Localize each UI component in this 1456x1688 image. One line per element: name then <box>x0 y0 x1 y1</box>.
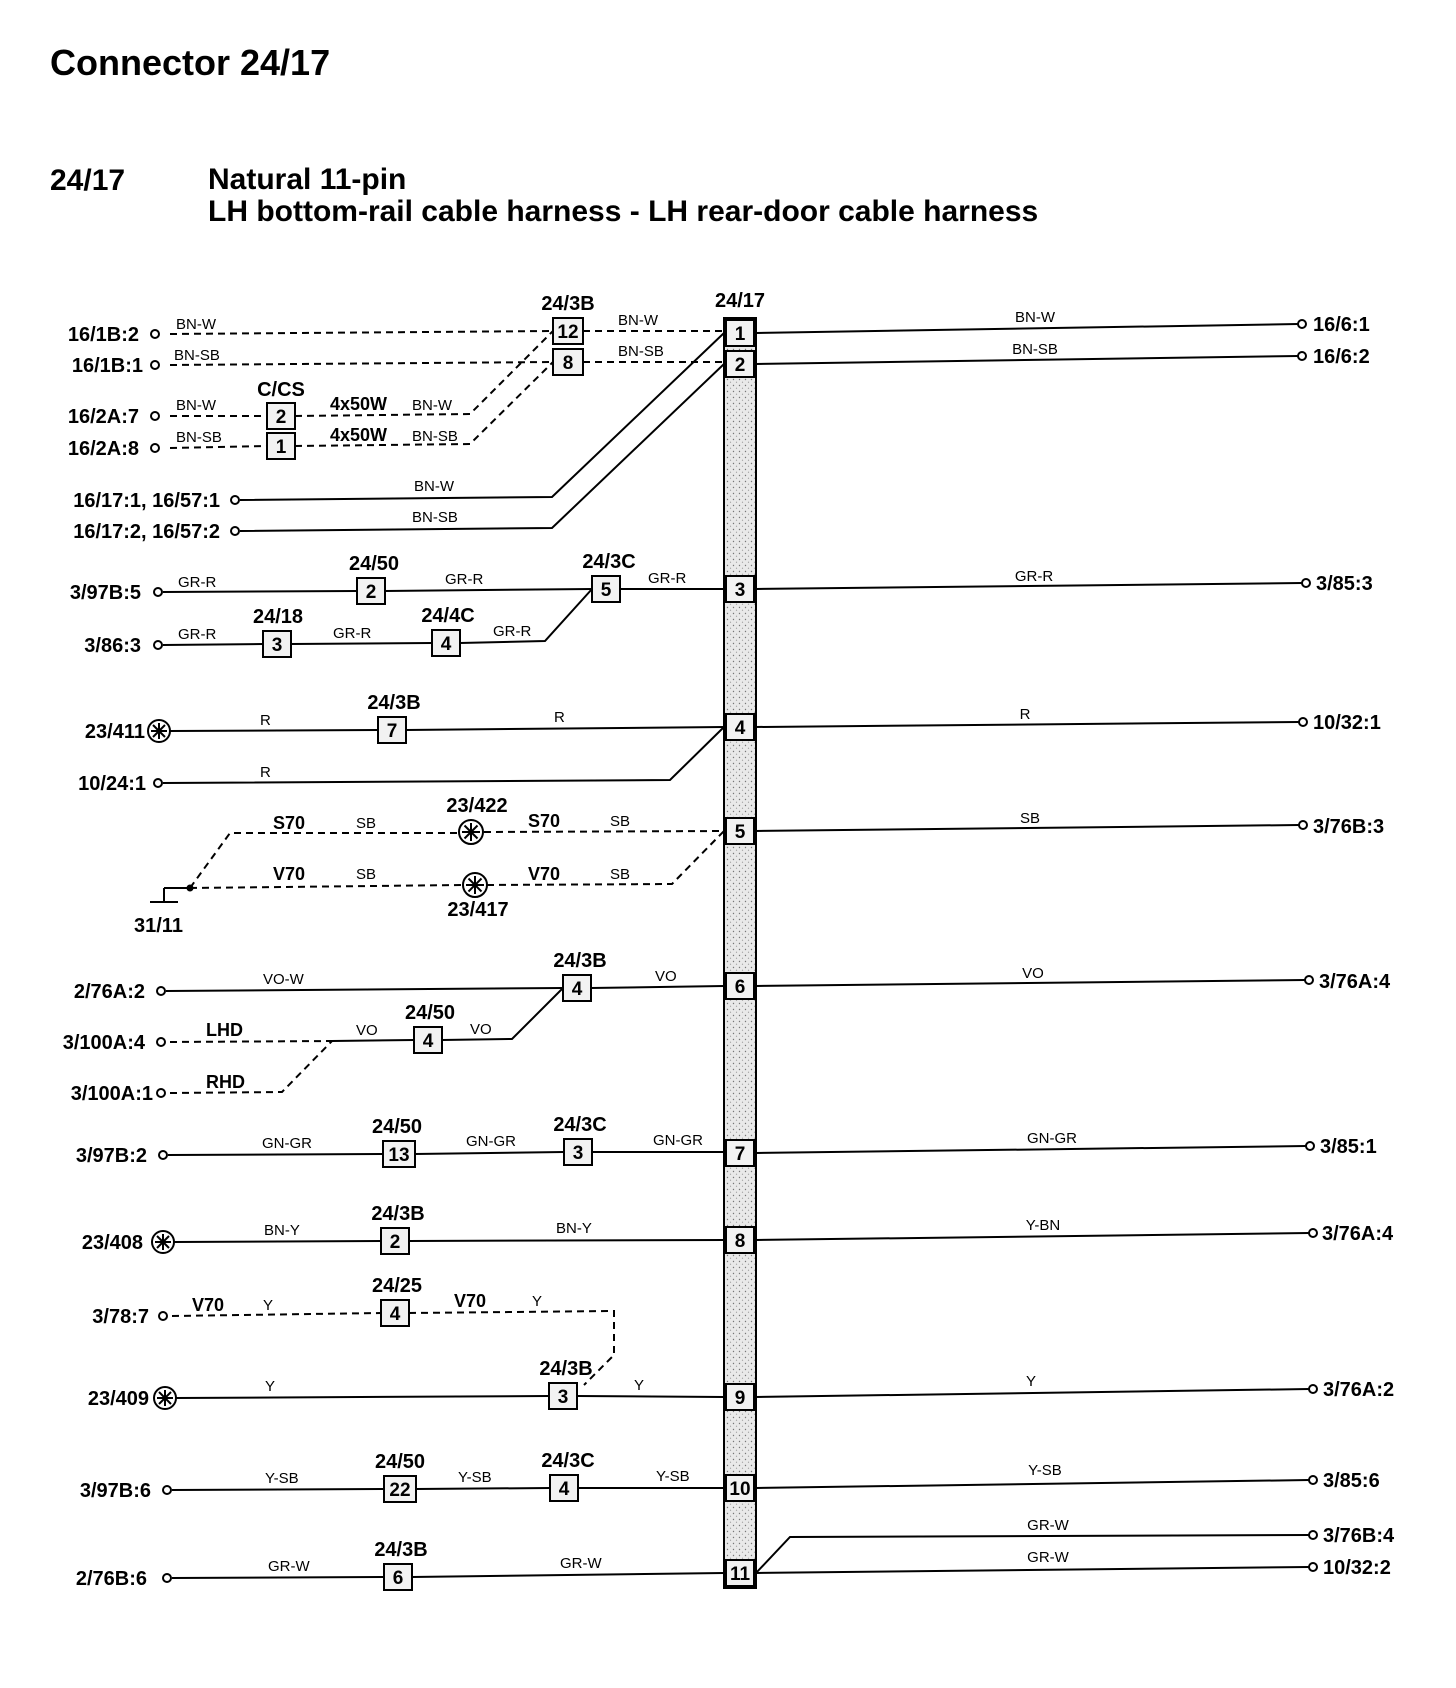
wire-color-label: Y <box>1025 1373 1037 1390</box>
inline-connector-label: 24/3C <box>553 1114 607 1136</box>
wire-color-label: R <box>1019 706 1031 723</box>
wire-color-label: R <box>260 764 271 781</box>
terminal-circle-icon <box>231 527 239 535</box>
right-endpoint-label: 3/85:3 <box>1316 573 1373 595</box>
connector-id: 24/17 <box>50 164 126 197</box>
terminal-circle-icon <box>1309 1531 1317 1539</box>
terminal-circle-icon <box>154 779 162 787</box>
pin-label: 13 <box>388 1145 410 1166</box>
right-endpoint-label: 10/32:2 <box>1323 1557 1391 1579</box>
pin-label: 8 <box>734 1231 746 1252</box>
inline-connector-label: 24/3B <box>553 950 607 972</box>
main-connector-label: 24/17 <box>714 290 766 312</box>
pin-label: 4 <box>558 1479 570 1500</box>
variant-label: S70 <box>273 813 306 833</box>
variant-label: RHD <box>206 1072 245 1092</box>
inline-connector-label: 24/3B <box>367 692 421 714</box>
wire-color-label: GR-R <box>178 626 217 643</box>
wire-color-label: BN-W <box>176 316 216 333</box>
wire-color-label: GR-R <box>333 625 372 642</box>
wire-color-label: GR-W <box>1027 1517 1069 1534</box>
terminal-circle-icon <box>154 641 162 649</box>
wire-color-label: BN-W <box>618 312 658 329</box>
wire-color-label: BN-Y <box>264 1222 300 1239</box>
inline-connector-label: 24/18 <box>252 606 304 628</box>
wire-color-label: VO <box>655 968 677 985</box>
left-endpoint-label: 16/17:2, 16/57:2 <box>73 521 220 543</box>
pin-label: 2 <box>389 1232 401 1253</box>
wire-color-label: VO <box>1022 965 1044 982</box>
lamp-symbol-icon <box>148 720 170 742</box>
pin-label: 2 <box>734 355 746 376</box>
inline-connector-label: 24/50 <box>404 1002 456 1024</box>
terminal-circle-icon <box>1309 1476 1317 1484</box>
pin-label: 11 <box>729 1564 751 1585</box>
inline-connector-label: C/CS <box>257 379 305 401</box>
inline-connector-label: 24/3C <box>582 551 636 573</box>
terminal-circle-icon <box>163 1486 171 1494</box>
wire-color-label: GR-W <box>268 1558 310 1575</box>
terminal-circle-icon <box>151 361 159 369</box>
wire-color-label: BN-SB <box>412 428 458 445</box>
wire-color-label: Y <box>265 1378 276 1395</box>
pin-label: 2 <box>365 582 377 603</box>
wire-color-label: BN-W <box>1015 309 1055 326</box>
inline-connector-label: 24/50 <box>374 1451 426 1473</box>
terminal-circle-icon <box>157 1038 165 1046</box>
wire-color-label: Y-SB <box>265 1470 299 1487</box>
left-endpoint-label: 3/97B:2 <box>75 1145 147 1167</box>
wire-color-label: R <box>554 709 565 726</box>
pin-label: 10 <box>729 1479 751 1500</box>
left-endpoint-label: 16/1B:2 <box>67 324 139 346</box>
wire-color-label: VO <box>470 1021 492 1038</box>
terminal-circle-icon <box>1309 1229 1317 1237</box>
right-endpoint-label: 3/85:6 <box>1323 1470 1380 1492</box>
pin-label: 4 <box>422 1031 434 1052</box>
terminal-circle-icon <box>163 1574 171 1582</box>
wire-color-label: BN-SB <box>1012 341 1058 358</box>
wire-color-label: SB <box>610 813 631 830</box>
pin-label: 3 <box>557 1387 569 1408</box>
wire-color-label: VO-W <box>263 971 304 988</box>
terminal-circle-icon <box>1309 1385 1317 1393</box>
harness-description: LH bottom-rail cable harness - LH rear-door cable harness <box>208 195 1039 228</box>
wire-color-label: Y-SB <box>458 1469 492 1486</box>
wire-color-label: GR-W <box>1027 1549 1069 1566</box>
wire-color-label: BN-W <box>414 478 454 495</box>
pin-label: 22 <box>389 1480 411 1501</box>
pin-label: 4 <box>389 1304 401 1325</box>
left-endpoint-label: 23/409 <box>87 1388 149 1410</box>
terminal-circle-icon <box>1299 821 1307 829</box>
terminal-circle-icon <box>1299 718 1307 726</box>
wire-color-label: VO <box>356 1022 378 1039</box>
terminal-circle-icon <box>159 1312 167 1320</box>
left-endpoint-label: 16/17:1, 16/57:1 <box>73 490 220 512</box>
inline-connector-label: 24/50 <box>371 1116 423 1138</box>
left-endpoint-label: 23/408 <box>81 1232 143 1254</box>
pin-label: 1 <box>734 324 746 345</box>
terminal-circle-icon <box>151 444 159 452</box>
variant-label: LHD <box>206 1020 243 1040</box>
wire-color-label: BN-SB <box>174 347 220 364</box>
pin-label: 2 <box>275 407 287 428</box>
wire-color-label: GR-R <box>493 623 532 640</box>
wire-color-label: SB <box>1019 810 1041 827</box>
wire-color-label: R <box>260 712 271 729</box>
right-side-wiring <box>756 309 1395 1579</box>
wire-color-label: BN-Y <box>556 1220 592 1237</box>
left-endpoint-label: 2/76A:2 <box>73 981 145 1003</box>
left-endpoint-label: 16/1B:1 <box>71 355 143 377</box>
left-endpoint-label: 3/86:3 <box>84 635 141 657</box>
right-endpoint-label: 3/85:1 <box>1320 1136 1377 1158</box>
terminal-circle-icon <box>151 412 159 420</box>
pin-label: 7 <box>386 721 398 742</box>
wire-color-label: BN-SB <box>176 429 222 446</box>
pin-label: 6 <box>392 1568 404 1589</box>
ground-label: 31/11 <box>134 915 183 937</box>
pin-label: 8 <box>562 353 574 374</box>
wire-spec-label: 4x50W <box>330 394 388 414</box>
left-endpoint-label: 3/97B:6 <box>79 1480 151 1502</box>
wire-color-label: GR-W <box>560 1555 602 1572</box>
wire-color-label: GN-GR <box>1027 1130 1077 1147</box>
inline-connector-label: 24/3C <box>541 1450 595 1472</box>
wire-color-label: Y-BN <box>1025 1217 1061 1234</box>
terminal-circle-icon <box>1306 1142 1314 1150</box>
variant-label: S70 <box>528 811 561 831</box>
wire-color-label: BN-SB <box>412 509 458 526</box>
pin-label: 3 <box>271 635 283 656</box>
left-endpoint-label: 16/2A:8 <box>67 438 139 460</box>
wire-color-label: Y-SB <box>656 1468 690 1485</box>
wire-color-label: BN-SB <box>618 343 664 360</box>
pin-label: 4 <box>734 718 746 739</box>
wire-color-label: GN-GR <box>262 1135 312 1152</box>
right-endpoint-label: 16/6:1 <box>1313 314 1370 336</box>
variant-label: V70 <box>273 864 306 884</box>
lamp-symbol-icon <box>154 1387 176 1409</box>
page-title: Connector 24/17 <box>50 42 331 83</box>
wire-color-label: GN-GR <box>653 1132 703 1149</box>
terminal-circle-icon <box>1298 352 1306 360</box>
right-endpoint-label: 3/76A:4 <box>1322 1223 1394 1245</box>
variant-label: V70 <box>454 1291 487 1311</box>
wire-color-label: BN-W <box>176 397 216 414</box>
variant-label: V70 <box>528 864 561 884</box>
wire-color-label: Y <box>634 1377 645 1394</box>
terminal-circle-icon <box>1309 1563 1317 1571</box>
left-endpoint-label: 3/97B:5 <box>69 582 141 604</box>
pin-label: 1 <box>275 437 287 458</box>
wire-color-label: SB <box>356 815 377 832</box>
pin-label: 5 <box>734 822 746 843</box>
variant-label: V70 <box>192 1295 225 1315</box>
wire-color-label: Y <box>532 1293 543 1310</box>
pin-label: 9 <box>734 1388 746 1409</box>
wire-spec-label: 4x50W <box>330 425 388 445</box>
inline-connector-label: 24/50 <box>348 553 400 575</box>
wire-color-label: Y-SB <box>1028 1462 1062 1479</box>
inline-connector-label: 24/25 <box>371 1275 423 1297</box>
inline-connector-label: 24/3B <box>371 1203 425 1225</box>
wire-color-label: GN-GR <box>466 1133 516 1150</box>
pin-label: 3 <box>734 580 746 601</box>
wire-color-label: GR-R <box>445 571 484 588</box>
terminal-circle-icon <box>1298 320 1306 328</box>
right-endpoint-label: 3/76A:2 <box>1323 1379 1395 1401</box>
pin-label: 4 <box>440 634 452 655</box>
inline-connector-label: 24/3B <box>374 1539 428 1561</box>
inline-connector-label: 24/3B <box>539 1358 593 1380</box>
pin-label: 5 <box>600 580 612 601</box>
terminal-circle-icon <box>1302 579 1310 587</box>
left-endpoint-label: 2/76B:6 <box>75 1568 147 1590</box>
wire-color-label: SB <box>356 866 377 883</box>
lamp-symbol-icon <box>459 820 483 844</box>
wire-color-label: GR-R <box>1014 568 1054 585</box>
left-endpoint-label: 10/24:1 <box>78 773 146 795</box>
terminal-circle-icon <box>151 330 159 338</box>
right-endpoint-label: 3/76A:4 <box>1319 971 1391 993</box>
lamp-label: 23/417 <box>447 899 509 921</box>
pin-label: 3 <box>572 1143 584 1164</box>
lamp-symbol-icon <box>152 1231 174 1253</box>
left-side-wiring <box>63 293 724 1590</box>
left-endpoint-label: 23/411 <box>84 721 145 743</box>
left-endpoint-label: 3/100A:1 <box>70 1083 153 1105</box>
left-endpoint-label: 16/2A:7 <box>67 406 139 428</box>
terminal-circle-icon <box>1305 976 1313 984</box>
left-endpoint-label: 3/78:7 <box>92 1306 149 1328</box>
wire-color-label: SB <box>610 866 631 883</box>
wire-color-label: GR-R <box>178 574 217 591</box>
right-endpoint-label: 3/76B:4 <box>1323 1525 1395 1547</box>
lamp-symbol-icon <box>463 873 487 897</box>
terminal-circle-icon <box>154 588 162 596</box>
wire-color-label: Y <box>263 1297 274 1314</box>
pin-label: 12 <box>557 322 579 343</box>
right-endpoint-label: 10/32:1 <box>1313 712 1381 734</box>
left-endpoint-label: 3/100A:4 <box>62 1032 145 1054</box>
wire-color-label: BN-W <box>412 397 452 414</box>
terminal-circle-icon <box>159 1151 167 1159</box>
terminal-circle-icon <box>157 1089 165 1097</box>
inline-connector-label: 24/3B <box>541 293 595 315</box>
pin-label: 4 <box>571 979 583 1000</box>
connector-type: Natural 11-pin <box>208 163 407 196</box>
lamp-label: 23/422 <box>446 795 508 817</box>
terminal-circle-icon <box>157 987 165 995</box>
pin-label: 7 <box>734 1144 746 1165</box>
right-endpoint-label: 3/76B:3 <box>1313 816 1385 838</box>
wire-color-label: GR-R <box>648 570 687 587</box>
inline-connector-label: 24/4C <box>421 605 475 627</box>
right-endpoint-label: 16/6:2 <box>1313 346 1370 368</box>
pin-label: 6 <box>734 977 746 998</box>
terminal-circle-icon <box>231 496 239 504</box>
